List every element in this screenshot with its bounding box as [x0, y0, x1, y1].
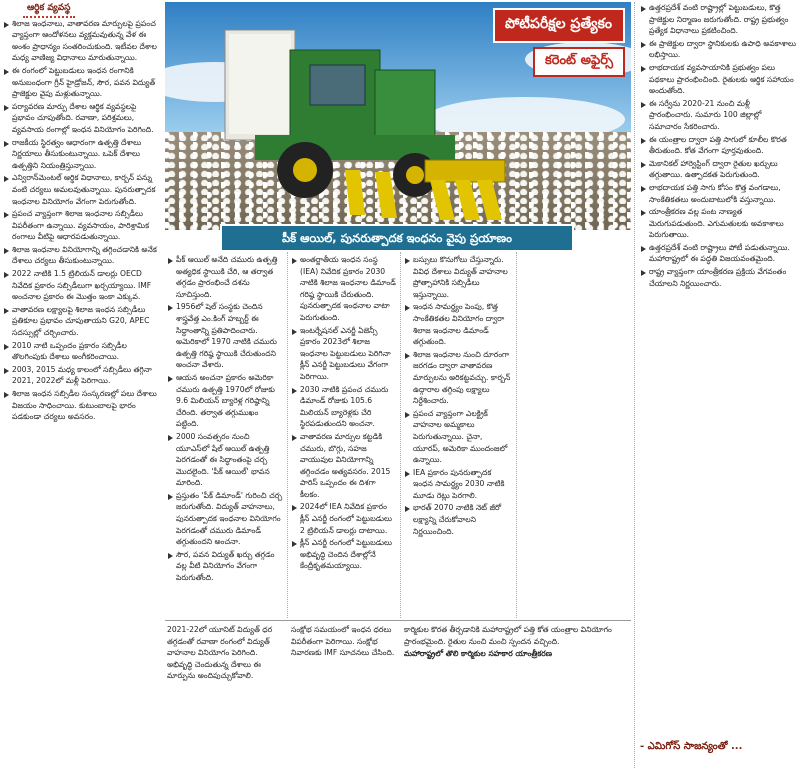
paragraph: 2030 నాటికి ప్రపంచ చమురు డిమాండ్ రోజుకు 105.6 మిలియన్ బ్యారెళ్లకు చేరి స్థిరపడుతుందని అంచనా.: [291, 384, 397, 430]
special-badge: [493, 8, 625, 77]
paragraph: శిలాజ ఇంధనాల నుంచి దూరంగా జరగడం ద్వారా వాతావరణ మార్పులను అరికట్టవచ్చు. కార్బన్ ఉద్గారాల తగ్గింపు లక్ష్యాలు నిర్దేశించారు.: [404, 349, 512, 407]
paragraph: ఈ రంగంలో పెట్టుబడులు ఇంధన రంగానికి అనుబంధంగా గ్రీన్ హైడ్రోజన్, సౌర, పవన విద్యుత్ ప్రాజెక్టుల వైపు మళ్లుతున్నాయి.: [3, 65, 161, 100]
paragraph: క్లీన్ ఎనర్జీ రంగంలో పెట్టుబడులు అభివృద్ధి చెందిన దేశాల్లోనే కేంద్రీకృతమయ్యాయి.: [291, 537, 397, 572]
paragraph: శిలాజ ఇంధన సబ్సిడీల సంస్కరణల్లో పలు దేశాలు విజయం సాధించాయి. కుటుంబాలపై భారం పడకుండా చర్యలు అవసరం.: [3, 388, 161, 423]
paragraph: సౌర, పవన విద్యుత్ ఖర్చు తగ్గడం వల్ల వీటి వినియోగం వేగంగా పెరుగుతోంది.: [167, 549, 283, 584]
paragraph: కార్మికుల కొరత తీర్చడానికి మహారాష్ట్రలో పత్తి కోత యంత్రాల వినియోగం ప్రారంభమైంది. రైతుల నుంచి మంచి స్పందన వచ్చింది.: [404, 625, 612, 646]
paragraph: 2021-22లో యూనిట్ విద్యుత్ ధర తగ్గడంతో రవాణా రంగంలో విద్యుత్ వాహనాల వినియోగం పెరిగింది. అభివృద్ధి చెందుతున్న దేశాలు ఈ మార్పును అందిపుచ్చుకోవాలి.: [167, 625, 273, 681]
paragraph: 2010 నాటి ఒప్పందం ప్రకారం సబ్సిడీల తొలగింపుకు దేశాలు అంగీకరించాయి.: [3, 340, 161, 363]
paragraph: 2022 నాటికి 1.5 ట్రిలియన్ డాలర్లు OECD నివేదిక ప్రకారం సబ్సిడీలుగా ఖర్చయ్యాయి. IMF అంచనాల ప్రకారం ఈ మొత్తం ఇంకా ఎక్కువ.: [3, 268, 161, 303]
paragraph: సంక్షోభ సమయంలో ఇంధన ధరలు విపరీతంగా పెరిగాయి. సంక్షోభ నివారణకు IMF సూచనలు చేసింది.: [291, 625, 395, 658]
paragraph: యాంత్రీకరణ వల్ల పంట నాణ్యత మెరుగుపడుతుంది. ఎగుమతులకు అవకాశాలు పెరుగుతాయి.: [640, 206, 796, 241]
paragraph: ప్రపంచ వ్యాప్తంగా శిలాజ ఇంధనాల సబ్సిడీలు విపరీతంగా ఉన్నాయి. వ్యవసాయం, పారిశ్రామిక రంగాలు వీటిపై ఆధారపడుతున్నాయి.: [3, 208, 161, 243]
column-4: [404, 254, 512, 618]
paragraph: 1956లో షెల్ సంస్థకు చెందిన శాస్త్రవేత్త ఎం.కింగ్ హబ్బర్ట్ ఈ సిద్ధాంతాన్ని ప్రతిపాదించారు. అమెరికాలో 1970 నాటికి చమురు ఉత్పత్తి గరిష్ఠ స్థాయికి చేరుతుందని అంచనా వేశారు.: [167, 301, 283, 371]
paragraph: భారత్ 2070 నాటికి నెట్ జీరో లక్ష్యాన్ని చేరుకోవాలని నిర్ణయించింది.: [404, 502, 512, 537]
column-1: [3, 2, 161, 768]
paragraph: వాతావరణ లక్ష్యాలపై శిలాజ ఇంధన సబ్సిడీలు ప్రతికూల ప్రభావం చూపుతాయని G20, APEC సదస్సుల్లో చర్చించారు.: [3, 304, 161, 339]
bottom-column-2: [167, 624, 283, 768]
paragraph: ఈ యంత్రాల ద్వారా పత్తి సాగులో కూలీల కొరత తీరుతుంది. కోత వేగంగా పూర్తవుతుంది.: [640, 134, 796, 157]
paragraph: ఆయన అంచనా ప్రకారం అమెరికా చమురు ఉత్పత్తి 1970లో రోజుకు 9.6 మిలియన్ బ్యారెళ్ల గరిష్ఠాన్ని చేరింది. తర్వాత తగ్గుముఖం పట్టింది.: [167, 372, 283, 430]
paragraph: IEA ప్రకారం పునరుత్పాదక ఇంధన సామర్థ్యం 2030 నాటికి మూడు రెట్లు పెరగాలి.: [404, 467, 512, 502]
section-heading: ఆర్థిక వ్యవస్థ: [23, 2, 75, 18]
paragraph: పర్యావరణ మార్పు దేశాల ఆర్థిక వ్యవస్థలపై ప్రభావం చూపుతోంది. రవాణా, పరిశ్రమలు, వ్యవసాయ రంగాల్లో ఇంధన వినియోగం పెరిగింది.: [3, 101, 161, 136]
paragraph: రాష్ట్ర వ్యాప్తంగా యాంత్రీకరణ ప్రక్రియ వేగవంతం చేయాలని నిర్ణయించారు.: [640, 266, 796, 289]
author-credit: - ఎమిగోస్ సాజన్యంతో ...: [640, 741, 743, 752]
cotton-harvester-photo: [165, 2, 631, 230]
paragraph: ప్రస్తుతం 'పీక్ డిమాండ్' గురించి చర్చ జరుగుతోంది. విద్యుత్ వాహనాలు, పునరుత్పాదక ఇంధనాల వినియోగం పెరగడంతో చమురు డిమాండ్ తగ్గుతుందని అంచనా.: [167, 490, 283, 548]
paragraph: ఈ సర్వేను 2020-21 నుంచి మళ్లీ ప్రారంభించారు. సుమారు 100 జిల్లాల్లో సమాచారం సేకరించారు.: [640, 98, 796, 133]
paragraph: లాభదాయక వ్యవసాయానికి ప్రభుత్వం పలు పథకాలు ప్రారంభించింది. రైతులకు ఆర్థిక సహాయం అందుతోంది.: [640, 62, 796, 97]
paragraph: లాభదాయక పత్తి సాగు కోసం కొత్త వంగడాలు, సాంకేతికతలు అందుబాటులోకి వస్తున్నాయి.: [640, 182, 796, 205]
paragraph: శిలాజ ఇంధనాల వినియోగాన్ని తగ్గించడానికి అనేక దేశాలు చర్యలు తీసుకుంటున్నాయి.: [3, 244, 161, 267]
paragraph: మెకానికల్ హార్వెస్టింగ్ ద్వారా రైతుల ఖర్చులు తగ్గుతాయి. ఉత్పాదకత పెరుగుతుంది.: [640, 158, 796, 181]
paragraph: ఇంటర్నేషనల్ ఎనర్జీ ఏజెన్సీ ప్రకారం 2023లో శిలాజ ఇంధనాల పెట్టుబడులు పెరిగినా క్లీన్ ఎనర్జీ పెట్టుబడులు వేగంగా పెరిగాయి.: [291, 325, 397, 383]
paragraph: ఉత్తరప్రదేశ్ వంటి రాష్ట్రాల్లో పెట్టుబడులు, కొత్త ప్రాజెక్టుల నిర్మాణం జరుగుతోంది. రాష్ట్ర ప్రభుత్వం ప్రత్యేక విధానాలు ప్రకటించింది.: [640, 2, 796, 37]
subheading: మహారాష్ట్రలో తొలి కార్మికుల సహకార యాంత్రీకరణ: [404, 649, 553, 659]
bottom-column-3: [291, 624, 397, 768]
divider: [165, 620, 631, 621]
paragraph: 2003, 2015 మధ్య కాలంలో సబ్సిడీలు తగ్గినా 2021, 2022లో మళ్లీ పెరిగాయి.: [3, 364, 161, 387]
paragraph: ఇంధన సామర్థ్యం పెంపు, కొత్త సాంకేతికతల వినియోగం ద్వారా శిలాజ ఇంధనాల డిమాండ్ తగ్గుతుంది.: [404, 301, 512, 347]
paragraph: ఉత్తరప్రదేశ్ వంటి రాష్ట్రాలు పోటీ పడుతున్నాయి. మహారాష్ట్రలో ఈ పద్ధతి విజయవంతమైంది.: [640, 242, 796, 265]
article-headline: పీక్ ఆయిల్, పునరుత్పాదక ఇంధనం వైపు ప్రయాణం: [220, 224, 574, 252]
paragraph: 2024లో IEA నివేదిక ప్రకారం క్లీన్ ఎనర్జీ రంగంలో పెట్టుబడులు 2 ట్రిలియన్ డాలర్లు దాటాయి.: [291, 501, 397, 536]
paragraph: శిలాజ ఇంధనాలు, వాతావరణ మార్పులపై ప్రపంచ వ్యాప్తంగా ఆందోళనలు వ్యక్తమవుతున్న వేళ ఈ అంశం ప్రాధాన్యం సంతరించుకుంది. ఇటీవల దేశాల మధ్య వాణిజ్య విధానాలు మారుతున్నాయి.: [3, 18, 161, 64]
paragraph: అంతర్జాతీయ ఇంధన సంస్థ (IEA) నివేదిక ప్రకారం 2030 నాటికి శిలాజ ఇంధనాల డిమాండ్ గరిష్ఠ స్థాయికి చేరుతుంది. పునరుత్పాదక ఇంధనాల వాటా పెరుగుతుంది.: [291, 254, 397, 324]
paragraph: ప్రపంచ వ్యాప్తంగా ఎలక్ట్రిక్ వాహనాల అమ్మకాలు పెరుగుతున్నాయి. చైనా, యూరప్, అమెరికా ముందంజలో ఉన్నాయి.: [404, 408, 512, 466]
paragraph: బస్సులు కొనుగోలు చేస్తున్నారు. వివిధ దేశాలు విద్యుత్ వాహనాల ప్రోత్సాహానికి సబ్సిడీలు ఇస్తున్నాయి.: [404, 254, 512, 300]
paragraph: ఎన్విరాన్‌మెంటల్ ఆర్థిక విధానాలు, కార్బన్ పన్ను వంటి చర్యలు అమలవుతున్నాయి. పునరుత్పాదక ఇంధనాల వినియోగం వేగంగా పెరుగుతోంది.: [3, 172, 161, 207]
paragraph: రాజకీయ స్థిరత్వం ఆధారంగా ఉత్పత్తి దేశాలు నిర్ణయాలు తీసుకుంటున్నాయి. ఒపెక్ దేశాలు ఉత్పత్తిని నియంత్రిస్తున్నాయి.: [3, 137, 161, 172]
column-3: [291, 254, 397, 618]
paragraph: వాతావరణ మార్పుల కట్టడికి చమురు, బొగ్గు, సహజ వాయువుల వినియోగాన్ని తగ్గించడం అత్యవసరం. 2015 పారిస్ ఒప్పందం ఈ దిశగా కీలకం.: [291, 431, 397, 501]
harvester-machine-icon: [215, 20, 515, 230]
paragraph: పీక్ ఆయిల్ అనేది చమురు ఉత్పత్తి అత్యధిక స్థాయికి చేరి, ఆ తర్వాత తగ్గడం ప్రారంభించే దశను సూచిస్తుంది.: [167, 254, 283, 300]
column-2: [167, 254, 283, 618]
paragraph: 2000 సంవత్సరం నుంచి యూఎస్‌లో షేల్ ఆయిల్ ఉత్పత్తి పెరగడంతో ఈ సిద్ధాంతంపై చర్చ మొదలైంది. 'పీక్ ఆయిల్' భావన మారింది.: [167, 431, 283, 489]
badge-subtitle: కరెంట్ అఫైర్స్: [533, 47, 625, 77]
column-5: [640, 2, 796, 736]
paragraph: ఈ ప్రాజెక్టుల ద్వారా స్థానికులకు ఉపాధి అవకాశాలు లభిస్తాయి.: [640, 38, 796, 61]
badge-title: పోటీపరీక్షల ప్రత్యేకం: [493, 8, 625, 43]
bottom-column-4: [404, 624, 630, 768]
